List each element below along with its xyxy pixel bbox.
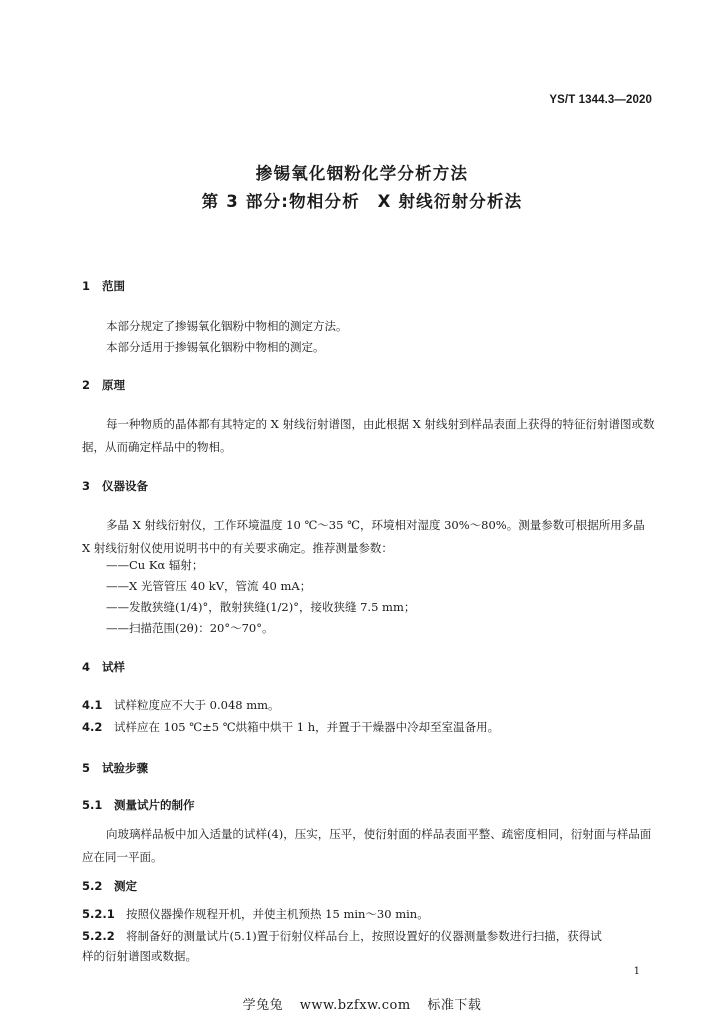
subsection-number: 5.1 — [82, 798, 103, 812]
document-title-line1: 掺锡氧化铟粉化学分析方法 — [255, 164, 469, 183]
clause-text: 试样粒度应不大于 0.048 mm。 — [114, 698, 280, 712]
section-number: 2 — [82, 378, 91, 392]
subsection-title: 测定 — [114, 879, 137, 893]
clause-5-2-2-continuation: 样的衍射谱图或数据。 — [82, 949, 197, 963]
clause-number: 5.2.2 — [82, 929, 115, 943]
clause-5-2-1 — [82, 906, 429, 922]
parameter-item: ——X 光管管压 40 kV，管流 40 mA； — [106, 579, 312, 593]
footer-watermark — [0, 994, 724, 1013]
clause-number: 4.2 — [82, 720, 103, 734]
parameter-item: ——发散狭缝(1/4)°，散射狭缝(1/2)°，接收狭缝 7.5 mm； — [106, 600, 416, 614]
subsection-5-1-heading — [82, 797, 195, 813]
section-5-heading — [82, 760, 148, 776]
section-3-heading — [82, 478, 148, 494]
section-4-heading — [82, 659, 125, 675]
clause-text: 将制备好的测量试片(5.1)置于衍射仪样品台上，按照设置好的仪器测量参数进行扫描，获得试 — [126, 929, 602, 943]
clause-number: 4.1 — [82, 698, 103, 712]
section-title: 试样 — [102, 660, 125, 674]
footer-label: 标准下载 — [427, 998, 482, 1013]
parameter-item: ——Cu Kα 辐射； — [106, 558, 204, 572]
subsection-number: 5.2 — [82, 879, 103, 893]
section-title: 仪器设备 — [102, 479, 148, 493]
section-number: 3 — [82, 479, 91, 493]
clause-text: 按照仪器操作规程开机，并使主机预热 15 min～30 min。 — [126, 907, 429, 921]
clause-number: 5.2.1 — [82, 907, 115, 921]
clause-text: 试样应在 105 ℃±5 ℃烘箱中烘干 1 h，并置于干燥器中冷却至室温备用。 — [114, 720, 500, 734]
section-number: 1 — [82, 279, 91, 293]
section-number: 4 — [82, 660, 91, 674]
parameter-item: ——扫描范围(2θ)：20°～70°。 — [106, 621, 274, 635]
section-2-heading — [82, 377, 125, 393]
section-3-paragraph: 多晶 X 射线衍射仪，工作环境温度 10 ℃～35 ℃，环境相对湿度 30%～80%。测量参数可根据所用多晶 X 射线衍射仪使用说明书中的有关要求确定。推荐测量参数： — [82, 518, 645, 555]
section-number: 5 — [82, 761, 91, 775]
section-2-paragraph: 每一种物质的晶体都有其特定的 X 射线衍射谱图，由此根据 X 射线射到样品表面上获得的特征衍射谱图或数据，从而确定样品中的物相。 — [82, 417, 655, 454]
section-1-paragraph-2: 本部分适用于掺锡氧化铟粉中物相的测定。 — [106, 340, 325, 354]
section-title: 原理 — [102, 378, 125, 392]
footer-url-link[interactable]: www.bzfxw.com — [299, 998, 411, 1013]
document-title-line2: 第 3 部分:物相分析 X 射线衍射分析法 — [201, 192, 523, 211]
section-title: 试验步骤 — [102, 761, 148, 775]
clause-4-1 — [82, 697, 280, 713]
subsection-title: 测量试片的制作 — [114, 798, 195, 812]
clause-4-2 — [82, 719, 499, 735]
footer-site-name: 学兔兔 — [242, 998, 284, 1013]
subsection-5-2-heading — [82, 878, 137, 894]
subsection-5-1-paragraph: 向玻璃样品板中加入适量的试样(4)，压实，压平，使衍射面的样品表面平整、疏密度相同，衍射面与样品面应在同一平面。 — [82, 827, 652, 864]
section-1-paragraph-1: 本部分规定了掺锡氧化铟粉中物相的测定方法。 — [106, 319, 348, 333]
standard-code: YS/T 1344.3—2020 — [549, 94, 652, 106]
page-number: 1 — [633, 966, 640, 977]
section-title: 范围 — [102, 279, 125, 293]
clause-5-2-2 — [82, 928, 602, 944]
section-1-heading — [82, 278, 125, 294]
